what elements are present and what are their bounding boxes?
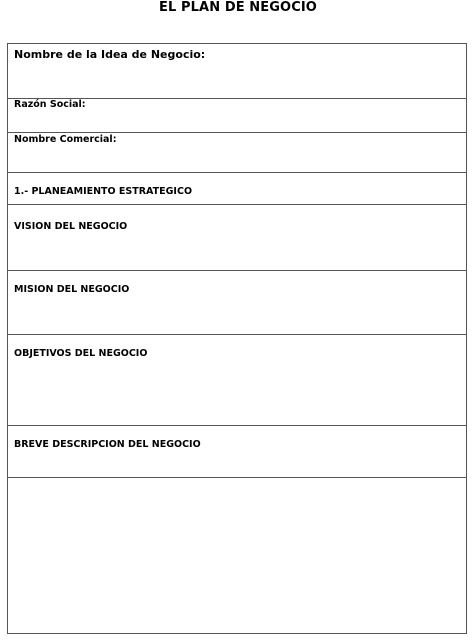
- vision-label: VISION DEL NEGOCIO: [14, 221, 128, 232]
- vision-row[interactable]: [8, 205, 466, 271]
- mission-label: MISION DEL NEGOCIO: [14, 284, 130, 295]
- trade-name-label: Nombre Comercial:: [14, 134, 117, 145]
- trade-name-row[interactable]: [8, 133, 466, 173]
- objectives-label: OBJETIVOS DEL NEGOCIO: [14, 348, 148, 359]
- objectives-row[interactable]: [8, 335, 466, 426]
- strategic-planning-section-row: [8, 173, 466, 205]
- business-description-row: [8, 426, 466, 478]
- business-idea-name-label: Nombre de la Idea de Negocio:: [14, 48, 206, 61]
- business-description-answer-area[interactable]: [8, 478, 466, 633]
- page-title: EL PLAN DE NEGOCIO: [159, 0, 317, 15]
- company-name-label: Razón Social:: [14, 99, 86, 110]
- strategic-planning-heading: 1.- PLANEAMIENTO ESTRATEGICO: [14, 186, 193, 197]
- business-plan-form: [7, 43, 467, 634]
- mission-row[interactable]: [8, 271, 466, 335]
- business-description-label: BREVE DESCRIPCION DEL NEGOCIO: [14, 439, 201, 450]
- company-name-row[interactable]: [8, 99, 466, 133]
- business-idea-name-row[interactable]: [8, 44, 466, 99]
